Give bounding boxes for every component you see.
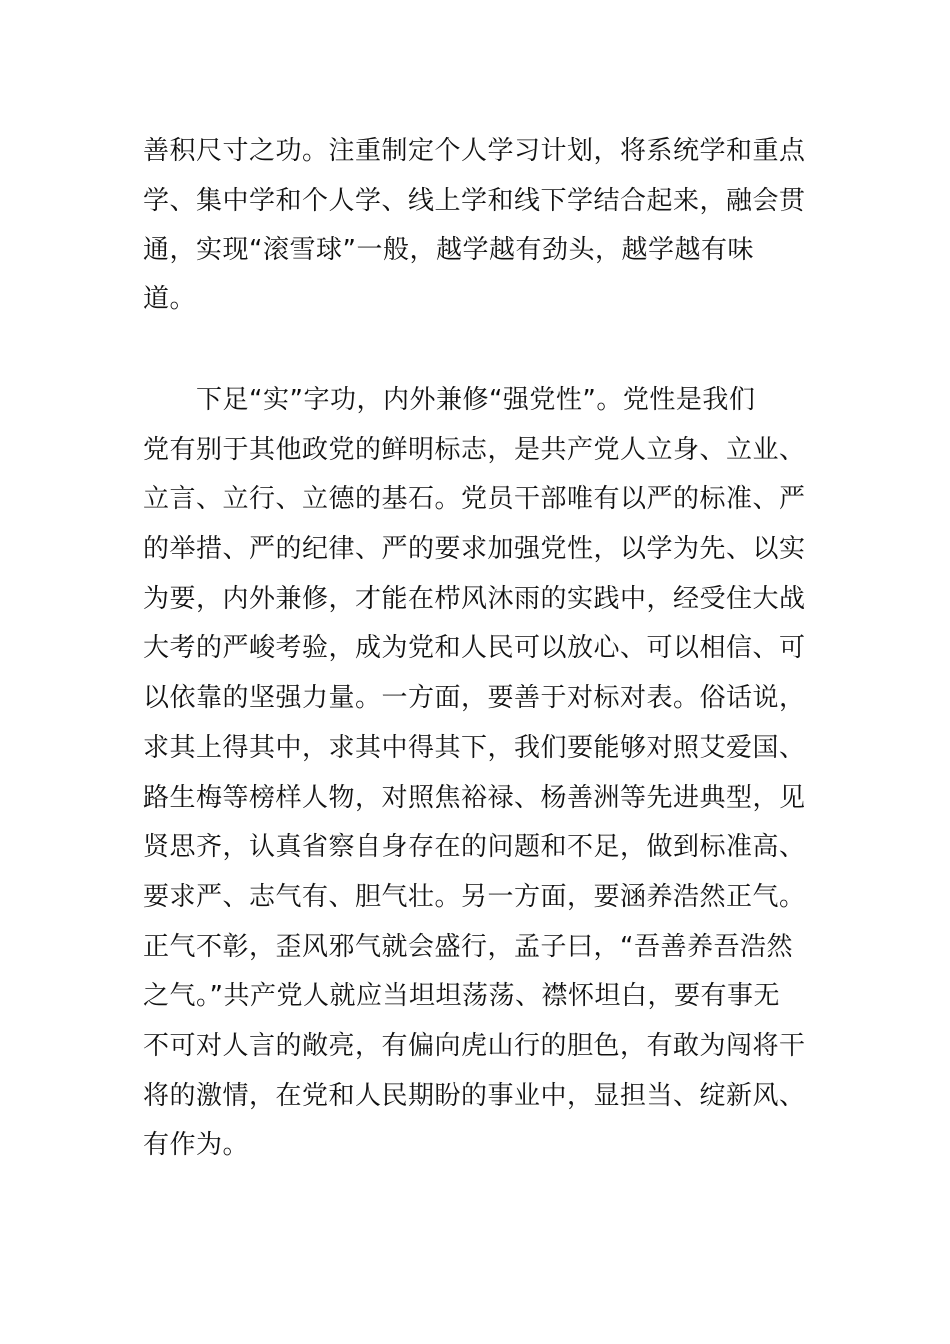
paragraph-2-line-16: 有作为。 [143, 1130, 250, 1160]
paragraph-2-line-1: 下足“实”字功，内外兼修“强党性”。党性是我们 [196, 385, 756, 415]
paragraph-1-line-4: 道。 [143, 284, 197, 314]
paragraph-2-line-13: 之气。”共产党人就应当坦坦荡荡、襟怀坦白，要有事无 [143, 981, 780, 1011]
paragraph-2-line-11: 要求严、志气有、胆气壮。另一方面，要涵养浩然正气。 [143, 882, 806, 912]
paragraph-2-line-5: 为要，内外兼修，才能在栉风沐雨的实践中，经受住大战 [143, 584, 806, 614]
paragraph-1-line-3: 通，实现“滚雪球”一般，越学越有劲头，越学越有味 [143, 235, 754, 265]
paragraph-2-line-4: 的举措、严的纪律、严的要求加强党性，以学为先、以实 [143, 534, 806, 564]
paragraph-2-line-2: 党有别于其他政党的鲜明标志，是共产党人立身、立业、 [143, 435, 806, 465]
paragraph-2-line-10: 贤思齐，认真省察自身存在的问题和不足，做到标准高、 [143, 832, 806, 862]
paragraph-2-line-3: 立言、立行、立德的基石。党员干部唯有以严的标准、严 [143, 484, 806, 514]
paragraph-2-line-8: 求其上得其中，求其中得其下，我们要能够对照艾爱国、 [143, 733, 806, 763]
paragraph-2-line-14: 不可对人言的敞亮，有偏向虎山行的胆色，有敢为闯将干 [143, 1031, 806, 1061]
paragraph-2-line-7: 以依靠的坚强力量。一方面，要善于对标对表。俗话说， [143, 683, 806, 713]
paragraph-2-line-12: 正气不彰，歪风邪气就会盛行，孟子曰，“吾善养吾浩然 [143, 932, 793, 962]
paragraph-1-line-1: 善积尺寸之功。注重制定个人学习计划，将系统学和重点 [143, 136, 806, 166]
paragraph-1-line-2: 学、集中学和个人学、线上学和线下学结合起来，融会贯 [143, 186, 806, 216]
paragraph-2-line-6: 大考的严峻考验，成为党和人民可以放心、可以相信、可 [143, 633, 806, 663]
paragraph-2-line-15: 将的激情，在党和人民期盼的事业中，显担当、绽新风、 [143, 1081, 806, 1111]
paragraph-2-line-9: 路生梅等榜样人物，对照焦裕禄、杨善洲等先进典型，见 [143, 783, 806, 813]
